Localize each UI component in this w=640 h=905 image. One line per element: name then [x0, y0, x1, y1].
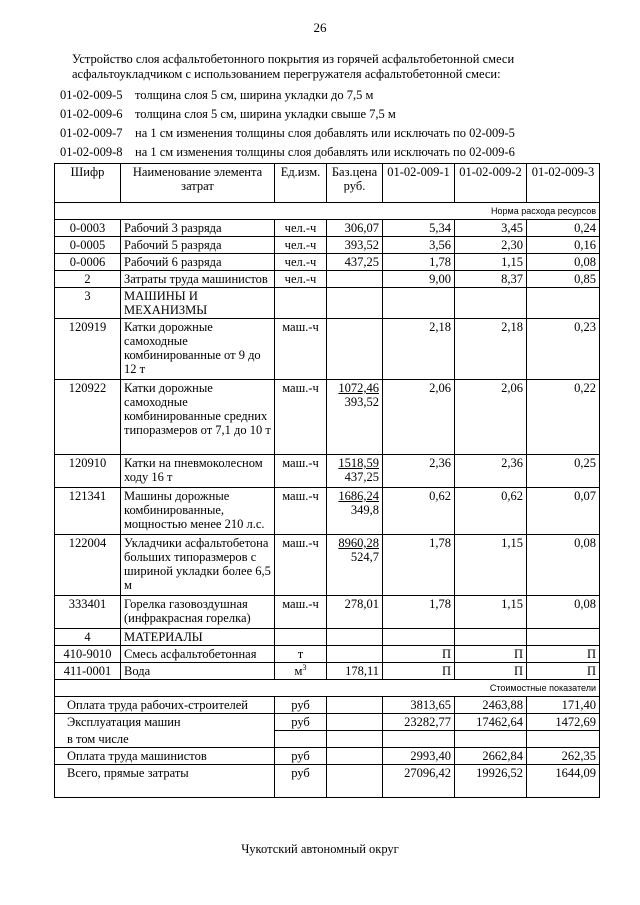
row-v2: 1,15: [455, 535, 527, 596]
summary-v1: 23282,77: [383, 714, 455, 731]
band-norms-row: [55, 203, 600, 220]
summary-v3: 1472,69: [527, 714, 600, 731]
row-name: Рабочий 6 разряда: [121, 254, 275, 271]
row-name: Затраты труда машинистов: [121, 271, 275, 288]
row-code: 121341: [55, 488, 121, 535]
row-name: Горелка газовоздушная (инфракрасная горелка): [121, 596, 275, 629]
row-price: 1518,59 437,25: [327, 455, 383, 488]
row-v3: 0,25: [527, 455, 600, 488]
row-v1: 2,18: [383, 319, 455, 380]
header-code: Шифр: [55, 164, 121, 203]
table-row: [55, 535, 600, 596]
section-name: МАТЕРИАЛЫ: [121, 629, 275, 646]
code-item: [60, 143, 620, 162]
header-col2: 01-02-009-2: [455, 164, 527, 203]
row-v3: 0,08: [527, 254, 600, 271]
row-unit: чел.-ч: [275, 254, 327, 271]
row-v3: 0,07: [527, 488, 600, 535]
row-v1: 3,56: [383, 237, 455, 254]
table-row: [55, 319, 600, 380]
row-code: 120919: [55, 319, 121, 380]
row-code: 0-0006: [55, 254, 121, 271]
summary-v2: 2463,88: [455, 697, 527, 714]
row-price: 1686,24 349,8: [327, 488, 383, 535]
row-price: 437,25: [327, 254, 383, 271]
code-text: на 1 см изменения толщины слоя добавлять или исключать по 02-009-5: [135, 126, 515, 140]
row-unit: маш.-ч: [275, 319, 327, 380]
row-v2: П: [455, 663, 527, 680]
row-v2: 1,15: [455, 596, 527, 629]
row-unit: маш.-ч: [275, 535, 327, 596]
row-v1: 0,62: [383, 488, 455, 535]
summary-unit: руб: [275, 697, 327, 714]
row-name: Укладчики асфальтобетона больших типоразмеров с шириной укладки более 6,5 м: [121, 535, 275, 596]
table-row: [55, 254, 600, 271]
page-number: 26: [313, 20, 327, 35]
row-code: 410-9010: [55, 646, 121, 663]
table-row: [55, 220, 600, 237]
row-v2: 8,37: [455, 271, 527, 288]
row-name: Катки дорожные самоходные комбинированные средних типоразмеров от 7,1 до 10 т: [121, 380, 275, 455]
row-name: Рабочий 5 разряда: [121, 237, 275, 254]
row-price: [327, 271, 383, 288]
header-unit: Ед.изм.: [275, 164, 327, 203]
section-title: Устройство слоя асфальтобетонного покрытия из горячей асфальтобетонной смеси асфальтоукладчиком с использованием перегружателя асфальтобетонной смеси:: [72, 52, 515, 81]
row-unit: чел.-ч: [275, 271, 327, 288]
summary-v2: 19926,52: [455, 764, 527, 797]
row-code: 2: [55, 271, 121, 288]
code-id: 01-02-009-5: [60, 88, 123, 102]
summary-v3: 1644,09: [527, 764, 600, 797]
summary-v2: 17462,64: [455, 714, 527, 731]
row-v2: 0,62: [455, 488, 527, 535]
summary-row: [55, 747, 600, 764]
summary-row: [55, 697, 600, 714]
summary-v2: 2662,84: [455, 747, 527, 764]
row-price: 393,52: [327, 237, 383, 254]
code-id: 01-02-009-7: [60, 126, 123, 140]
summary-row: [55, 731, 600, 748]
summary-unit: руб: [275, 747, 327, 764]
row-code: 0-0005: [55, 237, 121, 254]
row-v1: П: [383, 646, 455, 663]
row-price: [327, 646, 383, 663]
row-unit: чел.-ч: [275, 237, 327, 254]
row-unit: маш.-ч: [275, 488, 327, 535]
row-unit: чел.-ч: [275, 220, 327, 237]
code-id: 01-02-009-8: [60, 145, 123, 159]
row-code: 120910: [55, 455, 121, 488]
row-code: 333401: [55, 596, 121, 629]
summary-v1: 27096,42: [383, 764, 455, 797]
row-v2: 2,30: [455, 237, 527, 254]
header-col1: 01-02-009-1: [383, 164, 455, 203]
row-unit: маш.-ч: [275, 596, 327, 629]
row-price: 8960,28 524,7: [327, 535, 383, 596]
row-v2: 2,18: [455, 319, 527, 380]
summary-label: Всего, прямые затраты: [55, 764, 275, 797]
summary-label: Оплата труда машинистов: [55, 747, 275, 764]
code-item: [60, 105, 620, 124]
table-header-row: [55, 164, 600, 203]
row-unit: маш.-ч: [275, 455, 327, 488]
summary-v1: 2993,40: [383, 747, 455, 764]
table-row: [55, 646, 600, 663]
section-row: [55, 288, 600, 319]
section-row: [55, 629, 600, 646]
table-row: [55, 237, 600, 254]
band-costs: Стоимостные показатели: [55, 680, 600, 697]
summary-v1: 3813,65: [383, 697, 455, 714]
header-name: Наименование элемента затрат: [121, 164, 275, 203]
summary-v3: 262,35: [527, 747, 600, 764]
code-text: толщина слоя 5 см, ширина укладки до 7,5 м: [135, 88, 374, 102]
row-price: 306,07: [327, 220, 383, 237]
row-v2: П: [455, 646, 527, 663]
band-norms: Норма расхода ресурсов: [55, 203, 600, 220]
row-v3: 0,23: [527, 319, 600, 380]
row-name: Рабочий 3 разряда: [121, 220, 275, 237]
row-name: Смесь асфальтобетонная: [121, 646, 275, 663]
row-v1: 2,06: [383, 380, 455, 455]
table-row: [55, 455, 600, 488]
summary-v3: 171,40: [527, 697, 600, 714]
table-row: [55, 663, 600, 680]
row-v1: 2,36: [383, 455, 455, 488]
summary-unit: руб: [275, 764, 327, 797]
row-name: Катки на пневмоколесном ходу 16 т: [121, 455, 275, 488]
summary-label: в том числе: [55, 731, 275, 748]
row-code: 3: [55, 288, 121, 319]
row-v3: 0,16: [527, 237, 600, 254]
row-v2: 2,36: [455, 455, 527, 488]
code-item: [60, 86, 620, 105]
table-row: [55, 380, 600, 455]
row-v2: 3,45: [455, 220, 527, 237]
row-v3: 0,24: [527, 220, 600, 237]
summary-row: [55, 714, 600, 731]
row-code: 411-0001: [55, 663, 121, 680]
row-v3: 0,08: [527, 596, 600, 629]
section-name: МАШИНЫ И МЕХАНИЗМЫ: [121, 288, 275, 319]
row-price: [327, 319, 383, 380]
summary-label: Эксплуатация машин: [55, 714, 275, 731]
row-code: 122004: [55, 535, 121, 596]
band-costs-row: [55, 680, 600, 697]
code-id: 01-02-009-6: [60, 107, 123, 121]
code-text: на 1 см изменения толщины слоя добавлять или исключать по 02-009-6: [135, 145, 515, 159]
row-v1: 5,34: [383, 220, 455, 237]
row-price: 278,01: [327, 596, 383, 629]
row-v1: 1,78: [383, 596, 455, 629]
row-name: Машины дорожные комбинированные, мощностью менее 210 л.с.: [121, 488, 275, 535]
code-text: толщина слоя 5 см, ширина укладки свыше 7,5 м: [135, 107, 396, 121]
row-unit: маш.-ч: [275, 380, 327, 455]
row-v3: 0,08: [527, 535, 600, 596]
row-v3: 0,85: [527, 271, 600, 288]
header-col3: 01-02-009-3: [527, 164, 600, 203]
header-price: Баз.цена руб.: [327, 164, 383, 203]
row-v2: 1,15: [455, 254, 527, 271]
code-list: [60, 86, 620, 162]
row-v1: 1,78: [383, 535, 455, 596]
row-v2: 2,06: [455, 380, 527, 455]
row-v1: 1,78: [383, 254, 455, 271]
row-v1: П: [383, 663, 455, 680]
row-v3: 0,22: [527, 380, 600, 455]
page-footer: Чукотский автономный округ: [241, 842, 399, 856]
summary-row: [55, 764, 600, 797]
table-row: [55, 488, 600, 535]
row-code: 120922: [55, 380, 121, 455]
code-item: [60, 124, 620, 143]
summary-unit: руб: [275, 714, 327, 731]
row-price: 1072,46 393,52: [327, 380, 383, 455]
row-unit: $м^3$: [275, 663, 327, 680]
row-price: 178,11: [327, 663, 383, 680]
row-name: Катки дорожные самоходные комбинированные от 9 до 12 т: [121, 319, 275, 380]
row-v1: 9,00: [383, 271, 455, 288]
table-row: [55, 596, 600, 629]
summary-label: Оплата труда рабочих-строителей: [55, 697, 275, 714]
table-row: [55, 271, 600, 288]
row-name: Вода: [121, 663, 275, 680]
row-v3: П: [527, 646, 600, 663]
row-code: 0-0003: [55, 220, 121, 237]
row-v3: П: [527, 663, 600, 680]
row-unit: т: [275, 646, 327, 663]
resource-table: [54, 163, 600, 798]
row-code: 4: [55, 629, 121, 646]
